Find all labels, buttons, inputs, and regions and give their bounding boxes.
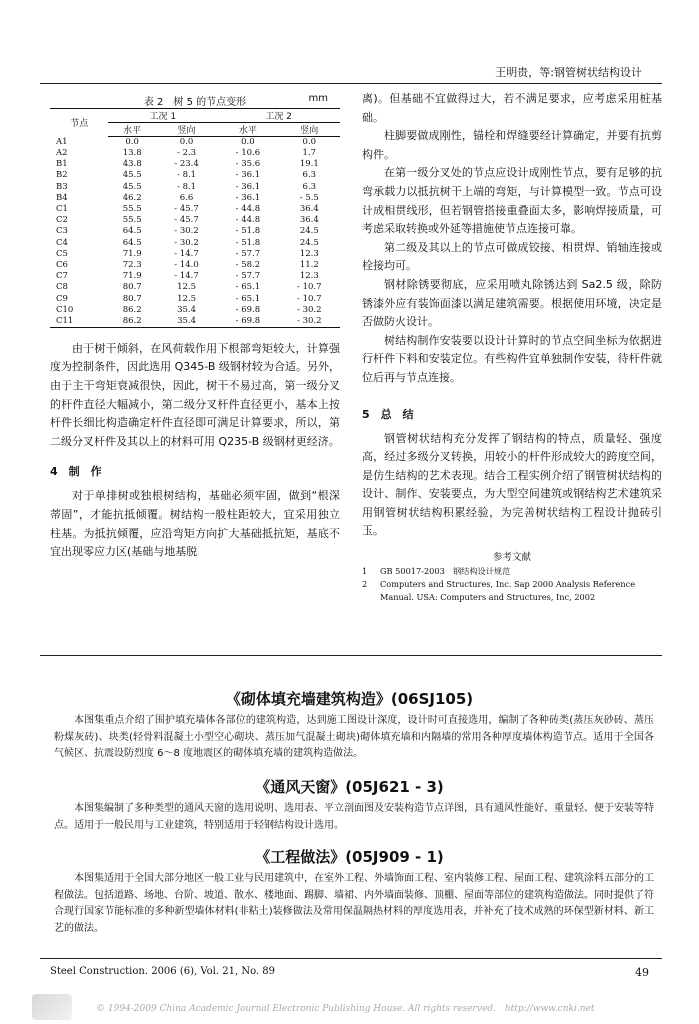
node-cell: C2	[56, 215, 68, 226]
h2-cell: - 65.1	[235, 293, 261, 304]
book-description-1: 本图集重点介绍了围护填充墙体各部位的建筑构造，达到施工图设计深度，设计时可直接选用，编制了各种砖类(蒸压灰砂砖、蒸压粉煤灰砖)、块类(轻骨料混凝土小型空心砌块、蒸压加气混凝土砌块)砌体填充墙和内隔墙的常用各种厚度墙体构造节点。适用于全国各气候区、抗震设防烈度 6～8 度地震区的砌体填充墙的建筑构造做法。	[54, 715, 654, 759]
v2-cell: 24.5	[299, 226, 319, 237]
right-column	[362, 90, 662, 604]
v2-cell: 36.4	[299, 215, 319, 226]
h2-cell: 0.0	[241, 137, 255, 147]
v1-cell: - 8.1	[177, 181, 197, 192]
node-deformation-table	[50, 108, 340, 328]
v1-cell: - 45.7	[174, 204, 199, 215]
h1-cell: 0.0	[125, 137, 139, 147]
section-4-heading: 4 制 作	[50, 465, 102, 479]
table-row	[50, 282, 340, 293]
h2-cell: - 69.8	[235, 304, 261, 315]
v2-cell: 1.7	[302, 148, 317, 159]
v2-cell: 24.5	[299, 237, 319, 248]
v2-cell: - 10.7	[297, 293, 322, 304]
node-cell: A1	[56, 136, 68, 147]
node-cell: C3	[56, 226, 68, 237]
h1-cell: 45.5	[122, 170, 142, 181]
node-cell: C6	[56, 259, 68, 270]
table-row	[50, 148, 340, 159]
journal-citation: Steel Construction. 2006 (6), Vol. 21, No. 89	[50, 966, 275, 977]
v1-cell: - 8.1	[177, 170, 197, 181]
node-cell: C8	[56, 282, 68, 293]
running-head: 王明贵，等:钢管树状结构设计	[495, 66, 642, 79]
node-cell: B3	[56, 181, 68, 192]
reference-text: Computers and Structures, Inc. Sap 2000 Analysis Reference Manual. USA: Computers and Structures, Inc, 2002	[380, 579, 636, 603]
v2-cell: - 5.5	[299, 192, 319, 203]
reference-number: 2	[362, 579, 368, 590]
v1-cell: 6.6	[179, 192, 194, 203]
table-row	[50, 193, 340, 204]
node-cell: C5	[56, 248, 68, 259]
v1-cell: 0.0	[179, 137, 194, 147]
reference-text: GB 50017-2003 钢结构设计规范	[380, 566, 511, 577]
h2-cell: - 51.8	[235, 226, 261, 237]
footer-rule	[40, 958, 662, 959]
table-row	[50, 215, 340, 226]
node-cell: C9	[56, 293, 68, 304]
table-row	[50, 238, 340, 249]
node-cell: B4	[56, 192, 68, 203]
book-title-2: 《通风天窗》(05J621 - 3)	[255, 778, 444, 796]
group-header-case1: 工况 1	[108, 109, 217, 123]
h2-cell: - 36.1	[235, 192, 261, 203]
table-unit: mm	[308, 93, 328, 104]
node-cell: C11	[56, 315, 74, 326]
v1-cell: - 14.0	[174, 259, 199, 270]
h2-cell: - 36.1	[235, 181, 261, 192]
v1-cell: 12.5	[177, 293, 197, 304]
table-row	[50, 316, 340, 328]
section-divider	[40, 655, 662, 656]
table-row	[50, 260, 340, 271]
sub-header-vertical-1: 竖向	[156, 123, 217, 137]
table-row	[50, 249, 340, 260]
h1-cell: 71.9	[122, 271, 142, 282]
v2-cell: 0.0	[302, 137, 317, 147]
node-cell: B2	[56, 170, 68, 181]
h1-cell: 71.9	[122, 248, 142, 259]
watermark-text: © 1994-2009 China Academic Journal Electronic Publishing House. All rights reserved. http://www.cnki.net	[96, 1003, 595, 1014]
h2-cell: - 36.1	[235, 170, 261, 181]
h1-cell: 46.2	[122, 192, 142, 203]
v1-cell: 35.4	[177, 304, 197, 315]
h2-cell: - 65.1	[235, 282, 261, 293]
table-caption	[50, 90, 340, 108]
sub-header-horizontal-1: 水平	[108, 123, 155, 137]
v2-cell: 6.3	[302, 170, 317, 181]
right-paragraph-3: 在第一级分叉处的节点应设计成刚性节点，要有足够的抗弯承载力以抵抗树干上端的弯矩，与计算模型一致。节点可设计成相贯线形，但若钢管搭接重叠面太多，影响焊接质量，可考虑采取转换或外延等措施使节点连接可靠。	[362, 166, 662, 236]
reference-number: 1	[362, 566, 368, 577]
h2-cell: - 10.6	[235, 148, 261, 159]
v1-cell: - 14.7	[174, 271, 199, 282]
table-row	[50, 182, 340, 193]
h1-cell: 55.5	[122, 204, 142, 215]
table-row	[50, 226, 340, 237]
h1-cell: 64.5	[122, 237, 142, 248]
h1-cell: 45.5	[122, 181, 142, 192]
node-cell: C7	[56, 271, 68, 282]
h2-cell: - 51.8	[235, 237, 261, 248]
right-paragraph-6: 树结构制作安装要以设计计算时的节点空间坐标为依据进行杆件下料和安装定位。有些构件宜单独制作安装，待杆件就位后再与节点连接。	[362, 333, 662, 384]
h2-cell: - 57.7	[235, 271, 261, 282]
references-title: 参考文献	[492, 552, 531, 564]
h1-cell: 80.7	[122, 293, 142, 304]
col-node-header: 节点	[70, 119, 89, 130]
right-paragraph-4: 第二级及其以上的节点可做成铰接、相贯焊、销轴连接或栓接均可。	[362, 240, 662, 273]
table-row	[50, 271, 340, 282]
h1-cell: 86.2	[122, 304, 142, 315]
sub-header-vertical-2: 竖向	[279, 123, 340, 137]
node-cell: C10	[56, 304, 74, 315]
v1-cell: - 14.7	[174, 248, 199, 259]
node-cell: C4	[56, 237, 68, 248]
left-paragraph-2: 对于单排树或独根树结构，基础必须牢固，做到“根深蒂固”，才能抗抵倾覆。树结构一般柱距较大，宜采用独立柱基。为抵抗倾覆，应沿弯矩方向扩大基础抵抗矩，基底不宜出现零应力区(基础与地基脱	[50, 489, 340, 559]
book-title-3: 《工程做法》(05J909 - 1)	[255, 848, 444, 866]
right-paragraph-2: 柱脚要做成刚性，锚栓和焊缝要经计算确定，并要有抗剪构件。	[362, 129, 662, 161]
table-row	[50, 293, 340, 304]
h1-cell: 64.5	[122, 226, 142, 237]
right-paragraph-5: 钢材除锈要彻底，应采用喷丸除锈达到 Sa2.5 级，除防锈漆外应有装饰面漆以满足建筑需要。根据使用环境，决定是否做防火设计。	[362, 277, 662, 329]
h1-cell: 43.8	[122, 159, 142, 170]
group-header-case2: 工况 2	[217, 109, 340, 123]
section-5-heading: 5 总 结	[362, 407, 414, 421]
table-body	[50, 137, 340, 328]
h1-cell: 13.8	[122, 148, 142, 159]
node-cell: A2	[56, 148, 68, 159]
watermark-bar	[0, 990, 699, 1024]
v2-cell: 12.3	[299, 248, 319, 259]
node-cell: C1	[56, 204, 68, 215]
sub-header-horizontal-2: 水平	[217, 123, 278, 137]
left-column	[50, 90, 340, 562]
right-paragraph-7: 钢管树状结构充分发挥了钢结构的特点，质量轻、强度高，经过多级分叉转换，用较小的杆件形成较大的跨度空间，是仿生结构的艺术表现。结合工程实例介绍了钢管树状结构的设计、制作、安装要点，为大型空间建筑或钢结构艺术建筑采用钢管树状结构积累经验，为完善树状结构工程设计抛砖引玉。	[362, 431, 662, 538]
h1-cell: 72.3	[122, 259, 142, 270]
book-title-1: 《砌体填充墙建筑构造》(06SJ105)	[225, 690, 474, 708]
table-row	[50, 204, 340, 215]
table-row	[50, 305, 340, 316]
h2-cell: - 57.7	[235, 248, 261, 259]
h1-cell: 86.2	[122, 315, 142, 326]
v2-cell: 19.1	[299, 159, 319, 170]
table-row	[50, 137, 340, 149]
h2-cell: - 69.8	[235, 315, 261, 326]
h1-cell: 80.7	[122, 282, 142, 293]
header-bar	[40, 60, 662, 84]
table-row	[50, 170, 340, 181]
h1-cell: 55.5	[122, 215, 142, 226]
h2-cell: - 44.8	[235, 204, 261, 215]
page-number: 49	[635, 966, 649, 979]
left-paragraph-1: 由于树干倾斜，在风荷载作用下根部弯矩较大，计算强度为控制条件，因此选用 Q345-B 级钢材较为合适。另外，由于主干弯矩衰减很快，因此，树干不易过高，第一级分叉的杆件直径大幅减小，第二级分叉杆件直径更小，基本上按杆件长细比构造确定杆件直径即可满足计算要求，所以，第二级分叉杆件及其以上的材料可用 Q235-B 级钢材更经济。	[50, 341, 340, 448]
v2-cell: 36.4	[299, 204, 319, 215]
v2-cell: 12.3	[299, 271, 319, 282]
v2-cell: - 30.2	[297, 315, 322, 326]
v2-cell: 11.2	[299, 259, 319, 270]
v1-cell: - 45.7	[174, 215, 199, 226]
table-row	[50, 159, 340, 170]
reference-item	[362, 578, 662, 604]
book-description-3: 本图集适用于全国大部分地区一般工业与民用建筑中，在室外工程、外墙饰面工程、室内装修工程、屋面工程、建筑涂料五部分的工程做法。包括道路、场地、台阶、坡道、散水、楼地面、踢脚、墙裙、内外墙面装修、顶棚、屋面等部位的建筑构造做法。同时提供了符合现行国家节能标准的多种新型墙体材料(非粘土)装修做法及常用保温隔热材料的厚度选用表，并补充了技术成熟的环保型新材料、新工艺的做法。	[54, 873, 654, 934]
right-paragraph-1: 离)。但基础不宜做得过大，若不满足要求，应考虑采用桩基础。	[362, 92, 662, 124]
v2-cell: 6.3	[302, 181, 317, 192]
book-description-2: 本图集编制了多种类型的通风天窗的选用说明、选用表、平立剖面图及安装构造节点详图，具有通风性能好、重量轻、便于安装等特点。适用于一般民用与工业建筑，特别适用于轻钢结构设计选用。	[54, 803, 654, 831]
v1-cell: - 23.4	[174, 159, 199, 170]
v1-cell: - 2.3	[177, 148, 197, 159]
node-cell: B1	[56, 159, 68, 170]
v2-cell: - 10.7	[297, 282, 322, 293]
h2-cell: - 35.6	[235, 159, 261, 170]
v1-cell: 12.5	[177, 282, 197, 293]
reference-item	[362, 565, 662, 578]
publisher-logo-icon	[32, 994, 72, 1020]
v1-cell: 35.4	[177, 315, 197, 326]
h2-cell: - 44.8	[235, 215, 261, 226]
h2-cell: - 58.2	[235, 259, 261, 270]
table-title: 表 2 树 5 的节点变形	[143, 97, 247, 108]
v1-cell: - 30.2	[174, 237, 199, 248]
v2-cell: - 30.2	[297, 304, 322, 315]
v1-cell: - 30.2	[174, 226, 199, 237]
